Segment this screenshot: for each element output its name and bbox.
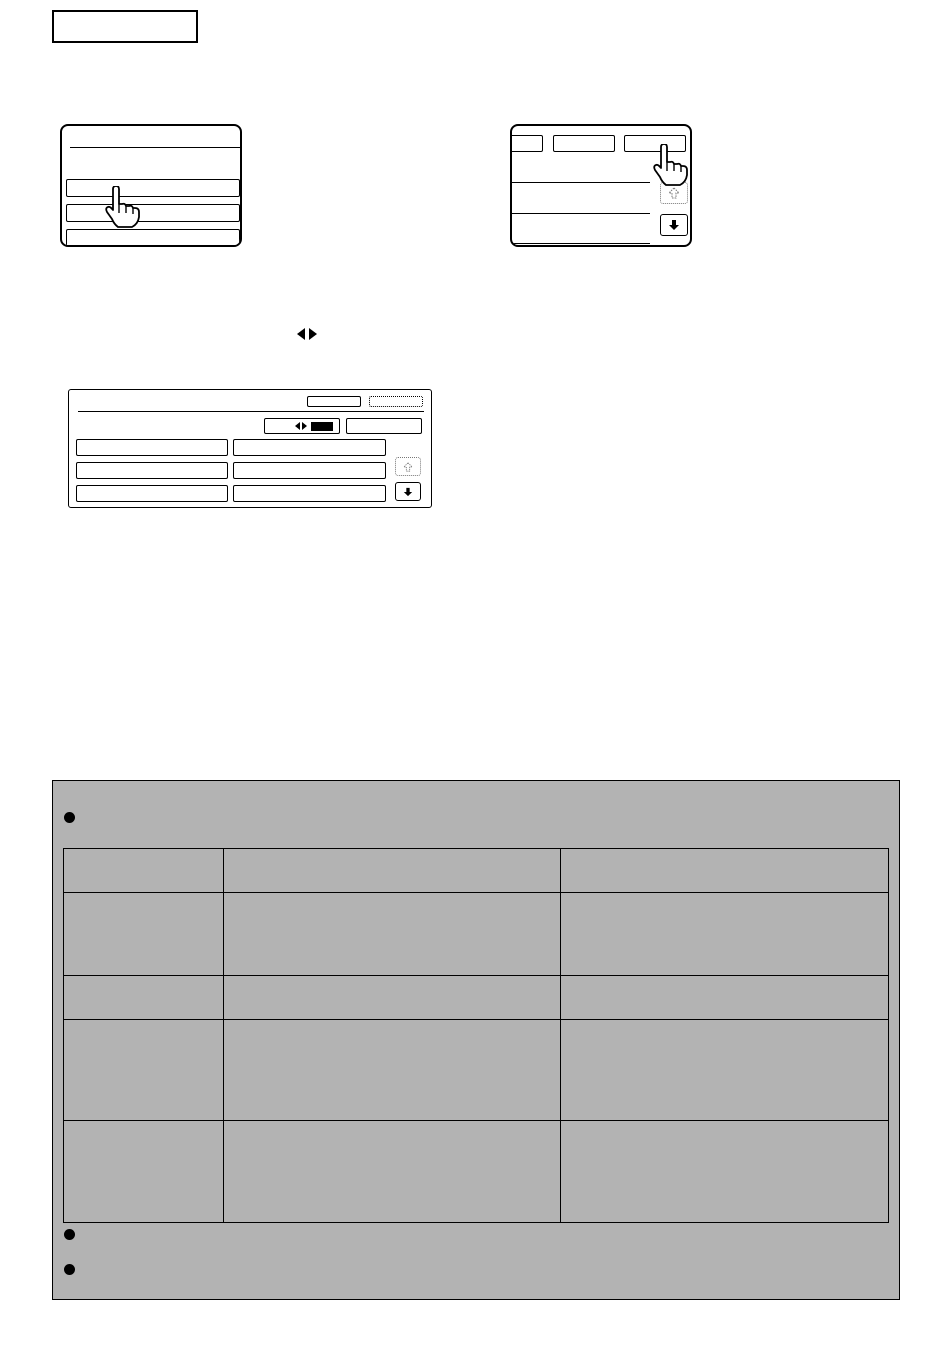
screen-title-divider	[78, 411, 424, 412]
table-cell	[223, 849, 561, 893]
table-cell	[223, 976, 561, 1020]
bullet-icon	[64, 812, 75, 823]
table-cell	[561, 849, 889, 893]
list-divider-1	[512, 182, 650, 183]
top-tab-button-2[interactable]	[369, 396, 423, 407]
table-row	[64, 893, 889, 976]
list-cell-button-5[interactable]	[76, 485, 228, 502]
list-cell-button-3[interactable]	[76, 462, 228, 479]
list-cell-button-1[interactable]	[76, 439, 228, 456]
note-table	[63, 848, 889, 1223]
list-cell-button-2[interactable]	[233, 439, 386, 456]
screen-title-divider	[70, 147, 240, 148]
table-row	[64, 849, 889, 893]
scroll-down-button[interactable]	[395, 482, 421, 501]
screen-tabbed-scroll	[510, 124, 692, 247]
table-cell	[223, 1121, 561, 1223]
top-tab-button-1[interactable]	[307, 396, 361, 407]
table-cell	[561, 1121, 889, 1223]
table-row	[64, 976, 889, 1020]
page-indicator-block	[311, 422, 333, 431]
option-button[interactable]	[346, 418, 422, 434]
table-cell	[223, 1020, 561, 1121]
tab-button-2[interactable]	[553, 135, 615, 152]
list-item-button-2[interactable]	[66, 204, 240, 222]
list-cell-button-4[interactable]	[233, 462, 386, 479]
bullet-icon	[64, 1229, 75, 1240]
page-switch-button[interactable]	[264, 418, 340, 434]
up-arrow-icon	[403, 462, 413, 472]
left-right-arrows-icon	[296, 327, 318, 341]
table-cell	[561, 1020, 889, 1121]
bullet-icon	[64, 1264, 75, 1275]
list-divider-2	[512, 213, 650, 214]
table-row	[64, 1121, 889, 1223]
list-cell-button-6[interactable]	[233, 485, 386, 502]
left-right-arrows-icon	[295, 422, 307, 430]
section-label-box	[52, 10, 198, 43]
tab-button-1[interactable]	[510, 135, 543, 152]
table-cell	[64, 1121, 224, 1223]
screen-two-column-list	[68, 389, 432, 508]
scroll-down-button[interactable]	[660, 214, 688, 236]
table-cell	[561, 976, 889, 1020]
pointing-hand-icon	[652, 144, 692, 186]
list-item-button-1[interactable]	[66, 179, 240, 197]
note-panel	[52, 780, 900, 1300]
table-cell	[223, 893, 561, 976]
down-arrow-icon	[403, 487, 413, 497]
table-cell	[561, 893, 889, 976]
table-row	[64, 1020, 889, 1121]
scroll-up-button[interactable]	[395, 457, 421, 476]
screen-list-selection	[60, 124, 242, 247]
table-cell	[64, 893, 224, 976]
table-cell	[64, 1020, 224, 1121]
down-arrow-icon	[668, 219, 680, 231]
list-divider-3	[512, 243, 650, 244]
list-item-button-3[interactable]	[66, 229, 240, 247]
pointing-hand-icon	[104, 186, 144, 228]
table-cell	[64, 849, 224, 893]
up-arrow-icon	[668, 187, 680, 199]
table-cell	[64, 976, 224, 1020]
